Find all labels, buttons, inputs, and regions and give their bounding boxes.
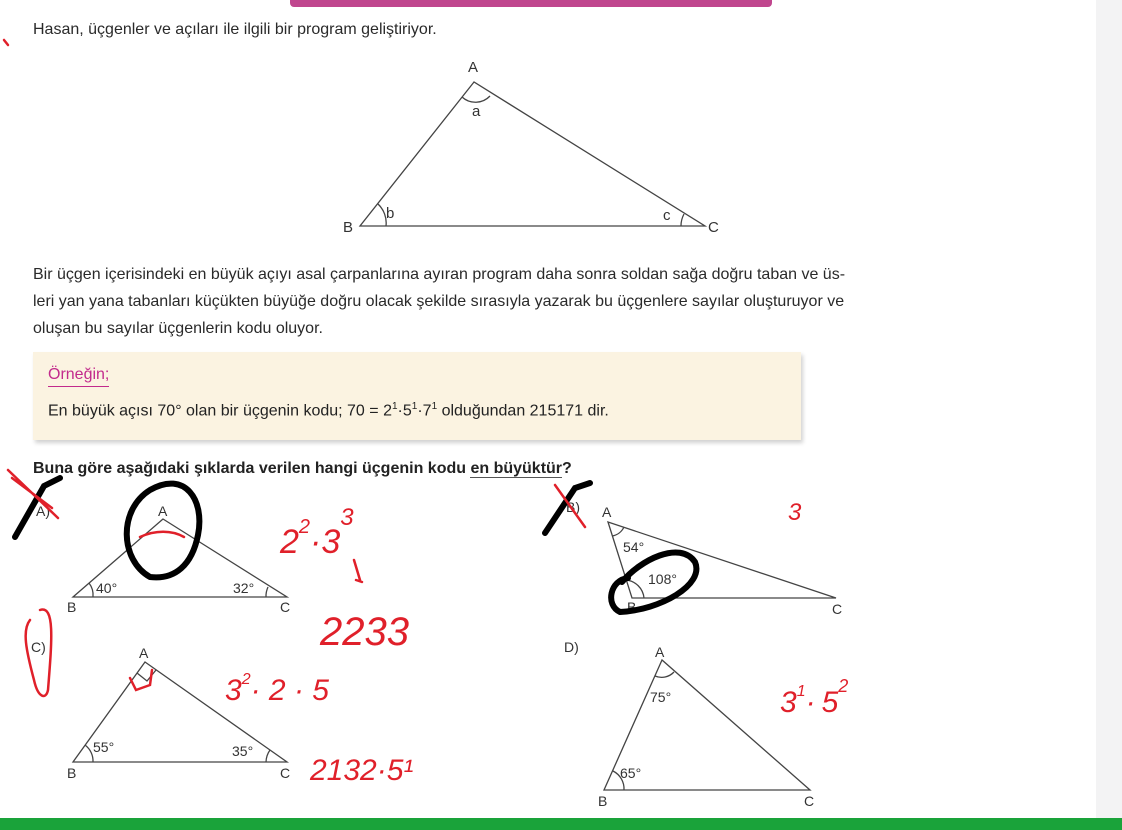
angle-label: 55°: [93, 739, 115, 755]
angle-arc: [85, 745, 93, 762]
vertex-label: C: [804, 793, 815, 809]
vertex-label: B: [67, 599, 77, 615]
vertex-label: B: [627, 599, 637, 615]
handwritten-code-c: 2132·5¹: [310, 754, 414, 787]
angle-arc-c: [681, 214, 684, 226]
vertex-label: A: [158, 503, 168, 519]
intro-text: Hasan, üçgenler ve açıları ile ilgili bir program geliştiriyor.: [33, 21, 437, 38]
vertex-label: C: [280, 599, 291, 615]
vertex-label: C: [280, 765, 291, 781]
vertex-label: B: [67, 765, 77, 781]
red-dot-mark: [4, 40, 8, 45]
angle-label: 65°: [620, 765, 642, 781]
factor: ·5: [397, 402, 412, 420]
vertex-label: B: [598, 793, 608, 809]
option-b-label[interactable]: B): [566, 499, 580, 515]
option-a-label[interactable]: A): [36, 503, 50, 519]
angle-arc: [266, 750, 270, 762]
example-text-end: olduğundan 215171 dir.: [437, 402, 609, 420]
vertex-label: C: [708, 219, 719, 236]
angle-label: 75°: [650, 689, 672, 705]
angle-arc: [89, 583, 93, 597]
angle-label: 54°: [623, 539, 645, 555]
angle-arc-b: [378, 204, 386, 226]
option-c-label[interactable]: C): [31, 639, 46, 655]
handwritten-note-b: 3: [788, 499, 802, 526]
vertex-label: B: [343, 219, 354, 236]
vertex-label: A: [468, 59, 479, 76]
red-arrow-mark: [354, 560, 362, 582]
paragraph-line: leri yan yana tabanları küçükten büyüğe doğru olacak şekilde sırasıyla yazarak bu üçgenlere sayılar oluşturuyor ve: [33, 293, 845, 310]
angle-arc-a: [462, 96, 490, 102]
angle-arc: [612, 527, 624, 536]
vertex-label: A: [139, 645, 149, 661]
handwritten-factorization-a: $2^2\cdot 3^3$: [280, 504, 354, 561]
angle-arc: [655, 672, 674, 677]
angle-label: 108°: [648, 571, 677, 587]
paragraph-line: Bir üçgen içerisindeki en büyük açıyı asal çarpanlarına ayıran program daha sonra soldan sağa doğru taban ve üs-: [33, 266, 846, 283]
exponent: 1: [411, 401, 418, 412]
angle-label: 35°: [232, 743, 254, 759]
question-end: ?: [562, 460, 572, 477]
angle-label: 40°: [96, 580, 118, 596]
right-angle-mark: [137, 670, 156, 681]
handwritten-factorization-c: $3^2\cdot 2 \cdot 5$: [225, 671, 329, 707]
example-text-start: En büyük açısı 70° olan bir üçgenin kodu; 70 = 2: [48, 402, 392, 420]
option-b-triangle: [608, 522, 836, 598]
exponent: 1: [391, 401, 398, 412]
exponent: 1: [431, 401, 438, 412]
handwritten-code-a: 2233: [320, 610, 409, 654]
vertex-label: A: [602, 504, 612, 520]
angle-label: a: [472, 103, 481, 120]
red-right-angle-mark: [130, 670, 152, 690]
vertex-label: A: [655, 644, 665, 660]
angle-label: b: [386, 205, 395, 222]
angle-label: c: [663, 207, 671, 224]
handwritten-factorization-d: $3^1\cdot 5^2$: [780, 676, 849, 719]
question-start: Buna göre aşağıdaki şıklarda verilen hangi üçgenin kodu: [33, 460, 471, 477]
factor: ·7: [417, 402, 432, 420]
vertex-label: C: [832, 601, 843, 617]
question-emphasis: en büyüktür: [470, 460, 563, 477]
option-d-label[interactable]: D): [564, 639, 579, 655]
angle-label: 32°: [233, 580, 255, 596]
paragraph-line: oluşan bu sayılar üçgenlerin kodu oluyor.: [33, 320, 323, 337]
angle-arc: [266, 587, 268, 597]
example-title: Örneğin;: [48, 366, 109, 387]
bottom-bar: [0, 818, 1122, 830]
main-triangle: [360, 82, 705, 226]
